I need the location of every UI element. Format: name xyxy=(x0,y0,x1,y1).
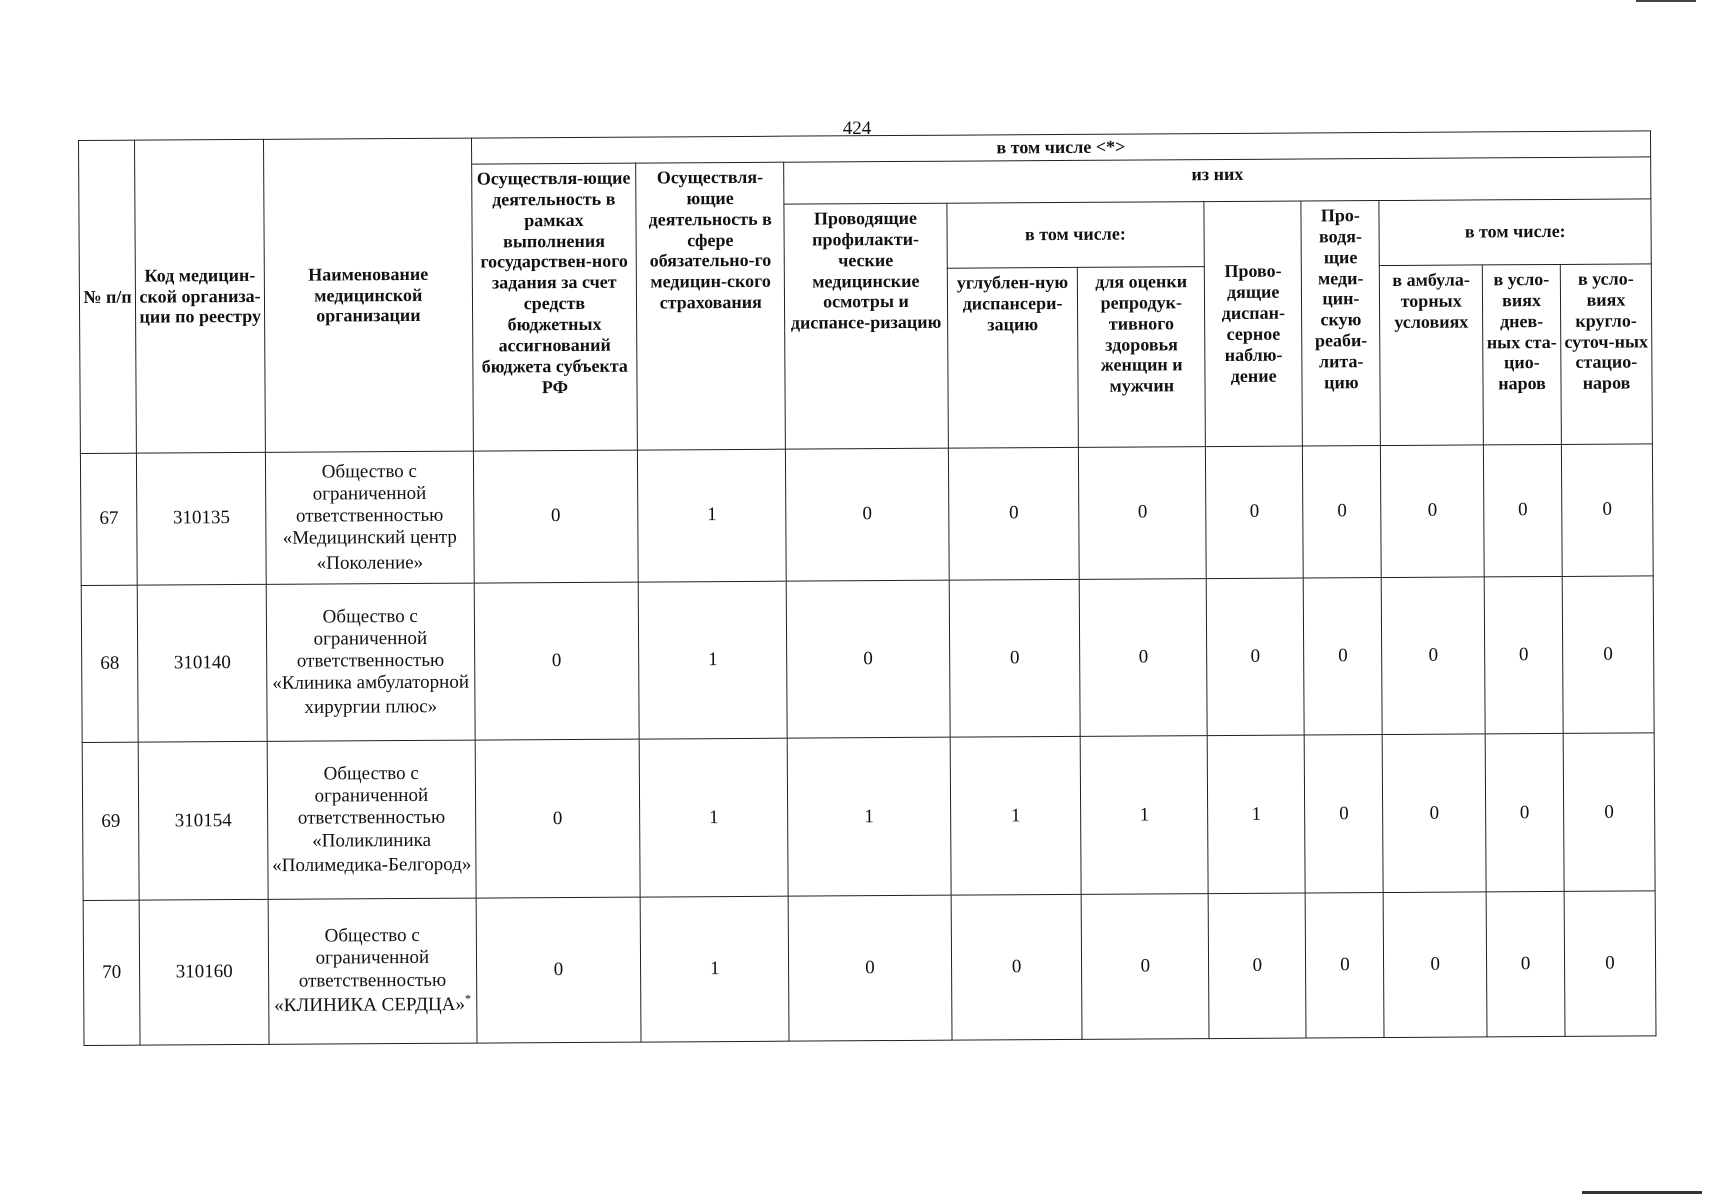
row-code: 310140 xyxy=(137,584,267,742)
cell-state-task: 0 xyxy=(473,450,638,583)
cell-rehabilitation: 0 xyxy=(1304,578,1383,736)
scan-edge-mark xyxy=(1636,0,1696,2)
header-including-exams: в том числе: xyxy=(946,201,1204,268)
cell-dispensary-observation: 0 xyxy=(1205,446,1303,579)
cell-ambulatory: 0 xyxy=(1383,892,1487,1038)
header-registry-code: Код медицин-ской организа-ции по реестру xyxy=(135,139,266,453)
cell-preventive-exams: 0 xyxy=(786,448,949,581)
cell-deep-dispensarization: 0 xyxy=(949,580,1081,738)
header-day-hospital: в усло-виях днев-ных ста-цио-наров xyxy=(1482,264,1561,444)
row-number: 68 xyxy=(81,585,138,743)
cell-dispensary-observation: 1 xyxy=(1207,735,1305,893)
cell-rehabilitation: 0 xyxy=(1306,892,1385,1038)
table-header xyxy=(79,131,1653,453)
cell-ambulatory: 0 xyxy=(1381,577,1485,735)
header-dispensary-observation: Прово-дящие диспан-серное наблю-дение xyxy=(1204,201,1303,447)
cell-round-clock-hospital: 0 xyxy=(1563,733,1655,891)
cell-day-hospital: 0 xyxy=(1486,891,1565,1037)
cell-state-task: 0 xyxy=(474,582,639,740)
header-reproductive-health: для оценки репродук-тивного здоровья женщин и мужчин xyxy=(1078,266,1206,447)
row-organization-name: Общество с ограниченной ответственностью «Клиника амбулаторной хирургии плюс» xyxy=(266,583,475,742)
header-including-rehab: в том числе: xyxy=(1379,199,1651,266)
header-rehabilitation: Про-водя-щие меди-цин-скую реаби-лита-цию xyxy=(1301,200,1380,445)
header-of-them: из них xyxy=(784,157,1651,204)
cell-reproductive-health: 0 xyxy=(1082,893,1209,1039)
row-organization-name: Общество с ограниченной ответственностью «Поликлиника «Полимедика-Белгород» xyxy=(267,741,476,900)
row-number: 70 xyxy=(83,900,140,1046)
cell-preventive-exams: 0 xyxy=(787,580,950,738)
cell-round-clock-hospital: 0 xyxy=(1564,891,1656,1037)
header-round-clock-hospital: в усло-виях кругло-суточ-ных стацио-наров xyxy=(1560,264,1652,445)
table-row xyxy=(83,891,1656,1046)
cell-deep-dispensarization: 1 xyxy=(950,737,1082,895)
row-organization-name: Общество с ограниченной ответственностью «КЛИНИКА СЕРДЦА»* xyxy=(268,898,477,1045)
row-organization-name: Общество с ограниченной ответственностью «Медицинский центр «Поколение» xyxy=(265,451,474,585)
row-number: 69 xyxy=(82,743,139,901)
medical-organizations-table xyxy=(78,130,1657,1046)
table-row xyxy=(80,444,1653,586)
header-preventive-exams: Проводящие профилакти-ческие медицинские осмотры и диспансе-ризацию xyxy=(784,203,948,449)
cell-preventive-exams: 0 xyxy=(788,895,951,1041)
row-code: 310135 xyxy=(137,452,267,585)
header-ambulatory: в амбула-торных условиях xyxy=(1380,265,1484,446)
header-oms: Осуществля-ющие деятельность в сфере обязательно-го медицин-ского страхования xyxy=(636,162,786,450)
cell-preventive-exams: 1 xyxy=(787,738,950,896)
cell-oms: 1 xyxy=(638,449,787,582)
cell-deep-dispensarization: 0 xyxy=(951,894,1083,1040)
cell-rehabilitation: 0 xyxy=(1305,735,1384,893)
row-code: 310154 xyxy=(138,742,268,900)
page-number: 424 xyxy=(842,118,872,139)
cell-day-hospital: 0 xyxy=(1485,734,1564,892)
cell-oms: 1 xyxy=(640,896,789,1042)
cell-reproductive-health: 1 xyxy=(1081,736,1209,894)
cell-oms: 1 xyxy=(639,739,788,897)
cell-oms: 1 xyxy=(638,581,787,739)
cell-rehabilitation: 0 xyxy=(1303,445,1382,578)
table-row xyxy=(82,733,1655,900)
row-code: 310160 xyxy=(139,899,269,1045)
row-number: 67 xyxy=(80,453,137,586)
cell-dispensary-observation: 0 xyxy=(1208,893,1306,1039)
cell-reproductive-health: 0 xyxy=(1079,446,1206,579)
cell-reproductive-health: 0 xyxy=(1080,579,1208,737)
cell-dispensary-observation: 0 xyxy=(1206,578,1304,736)
scan-edge-mark xyxy=(1582,1191,1702,1194)
table-row xyxy=(81,576,1654,743)
cell-day-hospital: 0 xyxy=(1483,444,1562,577)
header-deep-dispensarization: углублен-ную диспансери-зацию xyxy=(947,267,1079,448)
header-number: № п/п xyxy=(79,140,137,453)
header-state-task: Осуществля-ющие деятельность в рамках выполнения государствен-ного задания за счет средств бюджетных ассигнований бюджета субъекта РФ xyxy=(471,163,637,451)
cell-round-clock-hospital: 0 xyxy=(1562,576,1654,734)
cell-deep-dispensarization: 0 xyxy=(948,447,1080,580)
cell-ambulatory: 0 xyxy=(1381,445,1485,578)
cell-state-task: 0 xyxy=(476,897,641,1043)
cell-ambulatory: 0 xyxy=(1382,734,1486,892)
cell-state-task: 0 xyxy=(475,740,640,898)
cell-round-clock-hospital: 0 xyxy=(1561,444,1653,577)
header-including-group: в том числе <*> xyxy=(471,131,1650,164)
table-body xyxy=(80,444,1656,1046)
header-organization-name: Наименование медицинской организации xyxy=(263,138,473,452)
cell-day-hospital: 0 xyxy=(1484,577,1563,735)
